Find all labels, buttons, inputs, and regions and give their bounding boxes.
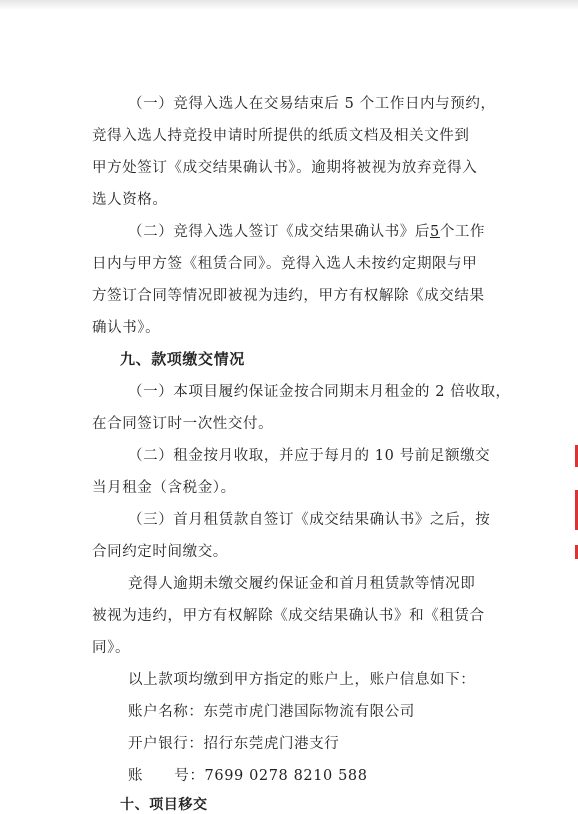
para-line [128,220,485,241]
para-line: 在合同签订时一次性交付。 [92,416,274,432]
para-line: 甲方处签订《成交结果确认书》。逾期将被视为放弃竞得入 [92,160,478,176]
para-line: 被视为违约，甲方有权解除《成交结果确认书》和《租赁合 [92,608,485,624]
section-heading: 十、项目移交 [120,797,208,813]
para-line-text: （二）竞得入选人签订《成交结果确认书》后 [128,224,430,240]
scan-top-shadow [0,0,578,10]
bank-line: 开户银行：招行东莞虎门港支行 [128,736,340,752]
para-line: 日内与甲方签《租赁合同》。竞得入选人未按约定期限与甲 [92,256,478,272]
para-line: （三）首月租赁款自签订《成交结果确认书》之后，按 [128,512,491,528]
account-name-line: 账户名称：东莞市虎门港国际物流有限公司 [128,704,415,720]
para-line-text: 个工作 [439,224,486,240]
section-heading: 九、款项缴交情况 [120,350,245,368]
para-line: 当月租金（含税金）。 [92,480,236,496]
para-line: （二）租金按月收取，并应于每月的 10 号前足额缴交 [128,448,491,464]
para-line: 以上款项均缴到甲方指定的账户上，账户信息如下： [128,672,476,688]
para-line: 竞得人逾期未缴交履约保证金和首月租赁款等情况即 [128,576,476,592]
para-line: （一）本项目履约保证金按合同期末月租金的 2 倍收取， [128,384,511,400]
para-line: 选人资格。 [92,192,168,208]
para-line: 竞得入选人持竞投申请时所提供的纸质文档及相关文件到 [92,128,470,144]
para-line: 确认书》。 [92,320,161,336]
para-line: 方签订合同等情况即被视为违约，甲方有权解除《成交结果 [92,288,485,304]
para-line: 同》。 [92,640,131,656]
underlined-number: 5 [430,224,440,240]
para-line: 合同约定时间缴交。 [92,544,228,560]
para-line: （一）竞得入选人在交易结束后 5 个工作日内与预约， [128,96,496,112]
account-number-line: 账 号：7699 0278 8210 588 [128,768,368,784]
